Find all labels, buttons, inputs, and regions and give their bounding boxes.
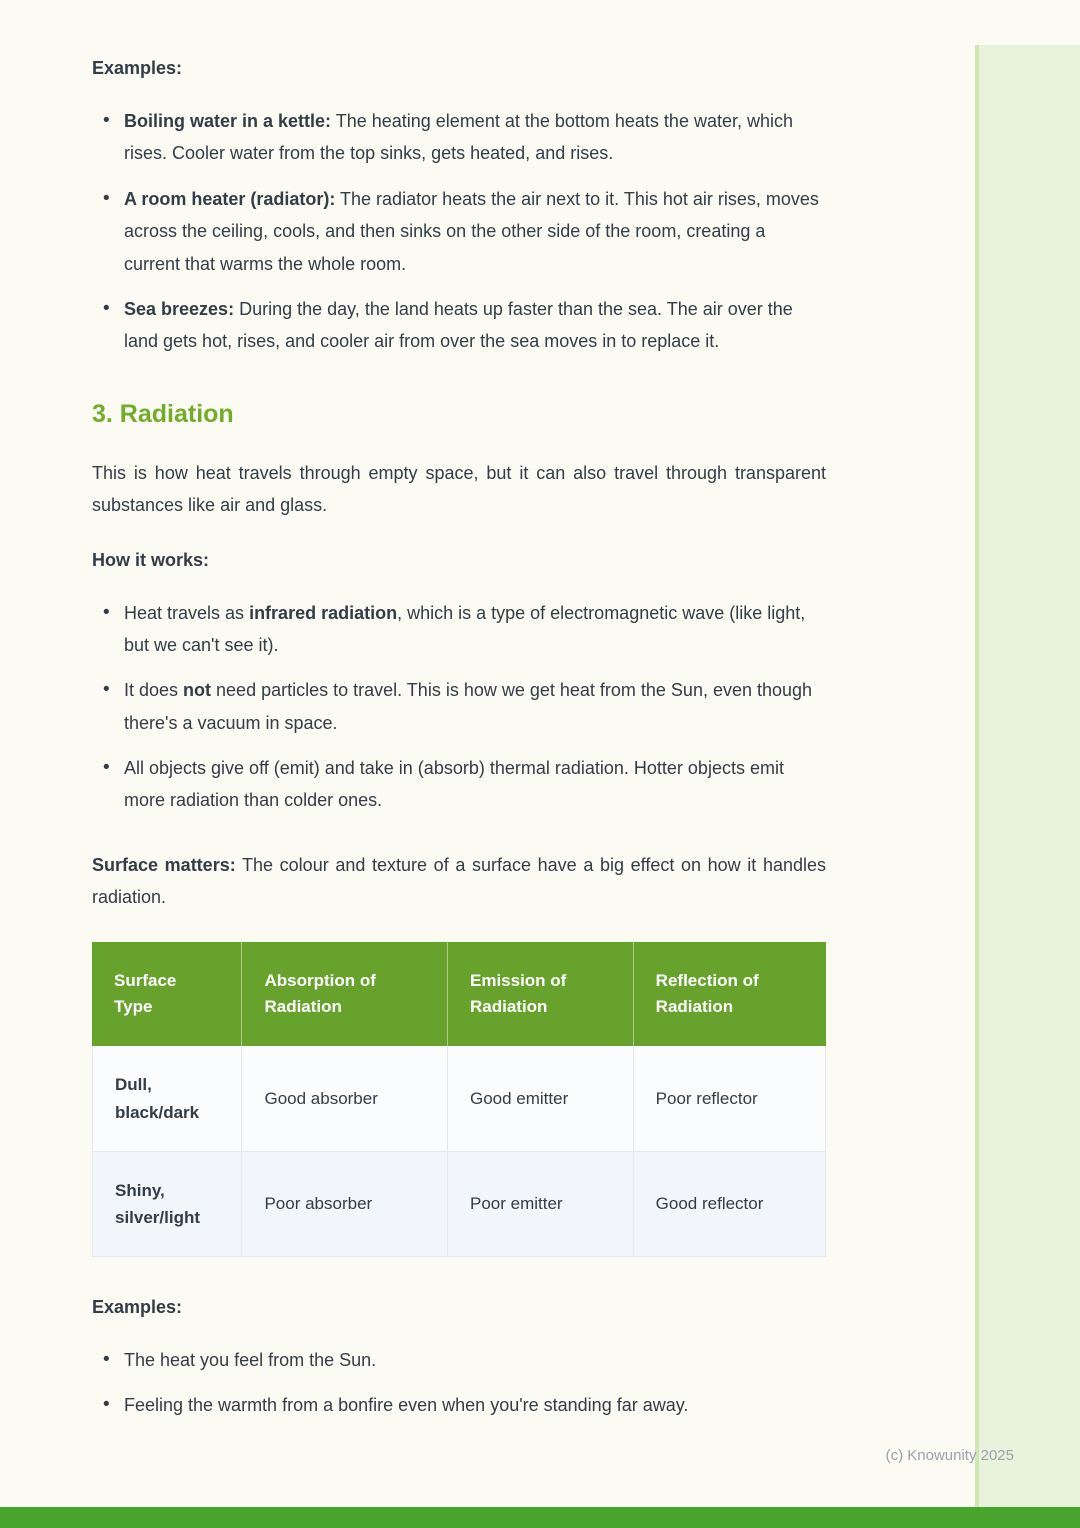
list-item — [124, 105, 826, 170]
list-item: • Feeling the warmth from a bonfire even when you're standing far away. — [124, 1389, 826, 1421]
table-cell: Poor reflector — [634, 1046, 826, 1151]
list-item — [124, 183, 826, 280]
table-header-cell: Absorption of Radiation — [242, 942, 448, 1047]
convection-examples-list — [92, 105, 826, 358]
radiation-examples-heading: Examples: — [92, 1297, 183, 1318]
list-item-text: Heat travels as — [124, 602, 250, 623]
table-row — [92, 1046, 826, 1151]
list-item-text: The heating element at the bottom heats the water, which rises. Cooler water from the top sinks, gets heated, and rises. — [124, 111, 793, 164]
convection-examples-heading: Examples: — [92, 58, 183, 78]
list-item: • The heat you feel from the Sun. — [124, 1344, 826, 1376]
table-header-cell: Surface Type — [92, 942, 242, 1047]
surface-radiation-table — [92, 942, 826, 1257]
list-item-bold: infrared radiation — [249, 602, 398, 623]
table-header-cell: Emission of Radiation — [448, 942, 634, 1047]
table-cell: Poor emitter — [448, 1152, 634, 1257]
table-cell: Poor absorber — [242, 1152, 448, 1257]
document-content — [92, 0, 826, 1454]
bottom-accent-bar — [0, 1507, 1080, 1528]
table-cell: Good reflector — [634, 1152, 826, 1257]
radiation-intro-paragraph: This is how heat travels through empty space, but it can also travel through transparent substances like air and glass. — [92, 462, 826, 516]
surface-matters-bold: Surface matters: — [92, 854, 236, 875]
table-row — [92, 1152, 826, 1257]
list-item — [124, 597, 826, 662]
list-item-bold: Sea breezes: — [124, 298, 235, 319]
copyright-text: (c) Knowunity 2025 — [885, 1447, 1014, 1464]
table-header-row — [92, 942, 826, 1047]
list-item-text: All objects give off (emit) and take in (absorb) thermal radiation. Hotter objects emit more radiation than colder ones. — [124, 758, 784, 811]
list-item-text: It does — [124, 680, 184, 701]
list-item — [124, 674, 826, 739]
radiation-section-heading: 3. Radiation — [92, 399, 234, 428]
right-accent-stripe — [975, 45, 1080, 1528]
table-header-cell: Reflection of Radiation — [634, 942, 826, 1047]
list-item — [124, 293, 826, 358]
table-cell: Good absorber — [242, 1046, 448, 1151]
list-item-bold: not — [183, 680, 212, 701]
radiation-examples-list — [92, 1344, 826, 1422]
how-it-works-heading: How it works: — [92, 549, 210, 570]
surface-matters-text: The colour and texture of a surface have a big effect on how it handles radiation. — [92, 854, 826, 908]
table-cell: Good emitter — [448, 1046, 634, 1151]
table-cell: Dull, black/dark — [92, 1046, 242, 1151]
list-item-text: During the day, the land heats up faster than the sea. The air over the land gets hot, rises, and cooler air from over the sea moves in to replace it. — [124, 298, 793, 352]
list-item — [124, 752, 826, 817]
list-item-text: , which is a type of electromagnetic wave (like light, but we can't see it). — [124, 602, 806, 655]
list-item-bold: A room heater (radiator): — [124, 188, 336, 209]
list-item-text: The radiator heats the air next to it. This hot air rises, moves across the ceiling, cools, and then sinks on the other side of the room, creating a current that warms the whole room. — [124, 188, 819, 274]
list-item-text: need particles to travel. This is how we get heat from the Sun, even though there's a vacuum in space. — [124, 680, 813, 733]
list-item-bold: Boiling water in a kettle: — [124, 111, 332, 131]
surface-matters-paragraph — [92, 849, 826, 914]
table-cell: Shiny, silver/light — [92, 1152, 242, 1257]
radiation-facts-list — [92, 597, 826, 817]
